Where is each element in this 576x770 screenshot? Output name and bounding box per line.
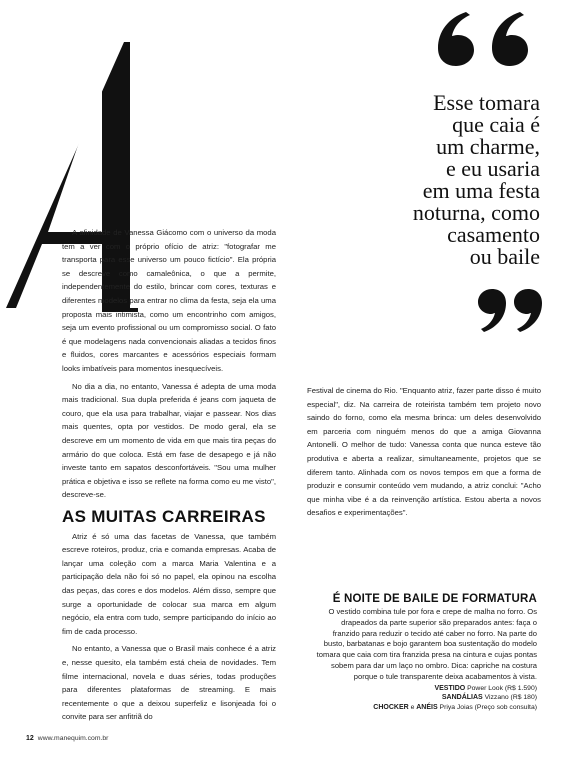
article-column-2 [307, 384, 541, 524]
article-column-1a [62, 226, 276, 506]
pull-quote [330, 92, 540, 268]
pull-quote-line: e eu usaria [445, 156, 540, 181]
open-quote-icon [436, 8, 536, 68]
page-footer [26, 735, 108, 742]
pull-quote-line: um charme, [436, 134, 540, 159]
page-number: 12 [26, 735, 34, 742]
credit-line: VESTIDO Power Look (R$ 1.590) [434, 684, 537, 692]
paragraph: A afinidade de Vanessa Giácomo com o universo da moda tem a ver com o próprio ofício de atriz: "fotografar me transporta para esse universo um pouco fictício". Ela própria se descreve como camaleônica, o que a permite, independentemente do estilo, brincar com cores, texturas e diferentes modelos para entrar no clima da festa, seja ela uma proposta mais intimista, como um encontrinho com amigos, seja um evento profissional ou um compromisso social. O fato é que modelagens nada convencionais aliadas a tecidos finos e fluidos, cores marcantes e acessórios especiais formam looks imbatíveis para momentos inesquecíveis. [62, 228, 276, 373]
footer-url: www.manequim.com.br [37, 735, 109, 742]
paragraph: No dia a dia, no entanto, Vanessa é adepta de uma moda mais tradicional. Sua dupla preferida é jeans com jaqueta de couro, que ela usa para trabalhar, viajar e passear. Nos dias mais quentes, opta por vestidos. De modo geral, ela se descreve em um momento de vida em que mais tira peças do armário do que coloca. Está em fase de desapego e já não investe tanto em sapatos desconfortáveis. "Sou uma mulher prática e objetiva e isso se reflete na forma como eu me visto", descreve-se. [62, 381, 276, 500]
paragraph: Atriz é só uma das facetas de Vanessa, que também escreve roteiros, produz, cria e comanda empresas. Acaba de lançar uma coleção com a marca Maria Valentina e a participação dela não foi só no papel, ela opinou na escolha das peças, das cores e dos modelos. Além disso, sempre que surge a oportunidade de colocar sua marca em algum negócio, ela entra com tudo, sempre participando do início ao fim de cada processo. [62, 531, 276, 636]
pull-quote-line: em uma festa [422, 178, 540, 203]
pull-quote-line: ou baile [469, 244, 540, 269]
pull-quote-line: que caia é [452, 112, 540, 137]
sidebar-box [315, 593, 537, 712]
pull-quote-line: noturna, como [412, 200, 540, 225]
close-quote-icon [476, 288, 544, 334]
credit-line: CHOCKER e ANÉIS Priya Joias (Preço sob consulta) [373, 703, 537, 711]
sidebar-title: É NOITE DE BAILE DE FORMATURA [332, 593, 537, 605]
pull-quote-line: Esse tomara [433, 90, 540, 115]
paragraph: No entanto, a Vanessa que o Brasil mais conhece é a atriz e, nesse quesito, ela também está cheia de novidades. Tem filme internacional, novela e duas séries, todas produções para diferentes plataformas de streaming. E mais recentemente o que a deixou superfeliz e lisonjeada foi o convite para ser anfitriã do [62, 644, 276, 722]
credits [315, 684, 537, 713]
credit-line: SANDÁLIAS Vizzano (R$ 180) [441, 694, 537, 702]
section-heading: AS MUITAS CARREIRAS [62, 507, 266, 526]
paragraph: Festival de cinema do Rio. "Enquanto atriz, fazer parte disso é muito especial", diz. Na carreira de roteirista também tem projeto novo saindo do forno, como ela mesma brinca: um deles desenvolvido em parceria com ninguém menos do que a amiga Giovanna Antonelli. O melhor de tudo: Vanessa conta que nunca esteve tão produtiva e aberta a realizar, simultaneamente, projetos que se diferem tanto. Alinhada com os novos tempos em que a forma de produzir e consumir conteúdo vem mudando, a atriz conclui: "Acho que minha vibe é a da reinvenção artística. Estou aberta a novos desafios e experimentações". [307, 386, 541, 518]
pull-quote-line: casamento [447, 222, 540, 247]
sidebar-body: O vestido combina tule por fora e crepe de malha no forro. Os drapeados da parte superior são preparados antes: faça o franzido para reduzir o tecido até caber no forro. Na parte do busto, barbatanas e bojo garantem boa sustentação do modelo tomara que caia com tira franzida presa na cintura e cujas pontas sobem para dar um laço no ombro. Dica: capriche na costura porque o tule transparente deixa acabamentos à vista. [316, 607, 537, 681]
article-column-1b [62, 507, 276, 728]
